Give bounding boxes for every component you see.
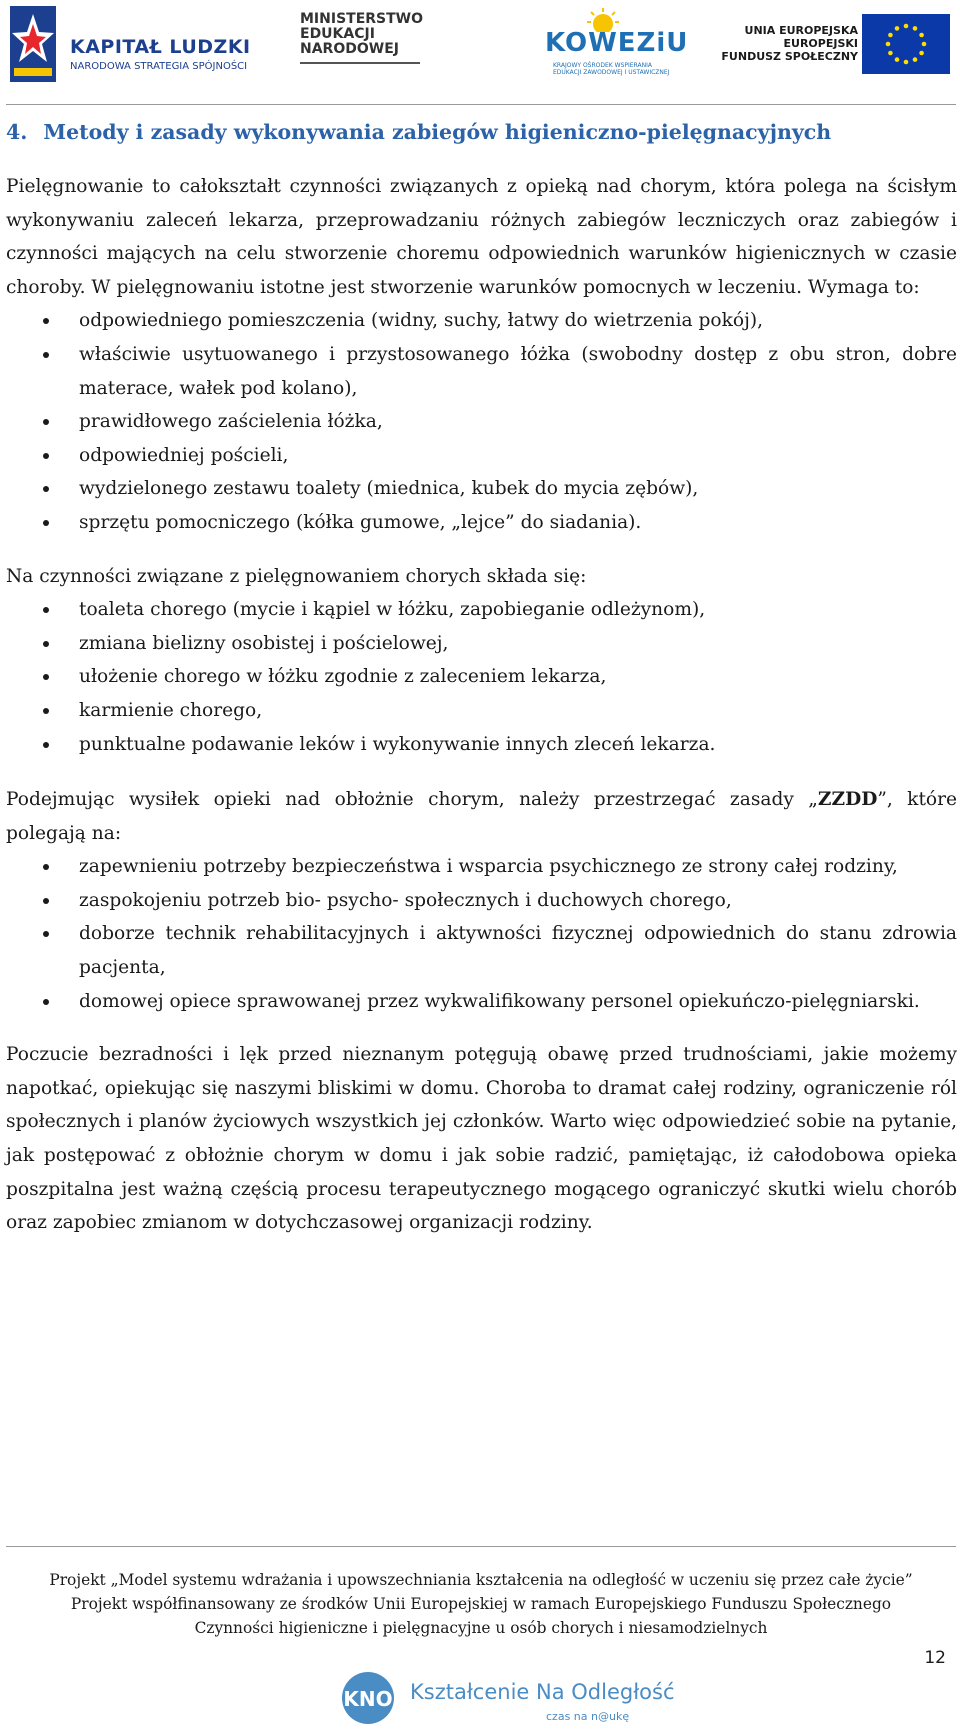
list-item: toaleta chorego (mycie i kąpiel w łóżku, zapobieganie odleżynom), [6,593,957,627]
footer-divider [6,1546,956,1547]
kno-title: Kształcenie Na Odległość [410,1680,675,1704]
zzdd-text-before: Podejmując wysiłek opieki nad obłożnie chorym, należy przestrzegać zasady „ [6,789,818,811]
paragraph-activities: Na czynności związane z pielęgnowaniem chorych składa się: [6,565,587,587]
eu-star-icon [919,33,924,38]
eu-line2: EUROPEJSKI [783,37,858,50]
zzdd-term: ZZDD [817,789,878,811]
koweziu-sub1: KRAJOWY OŚRODEK WSPIERANIA [553,62,652,69]
kapital-ludzki-subtitle: NARODOWA STRATEGIA SPÓJNOŚCI [70,61,248,72]
eu-star-icon [904,60,909,65]
list-item: domowej opiece sprawowanej przez wykwalifikowany personel opiekuńczo-pielęgniarski. [6,985,957,1019]
kapital-ludzki-logo [10,6,260,86]
eu-text [721,24,858,63]
list-item: doborze technik rehabilitacyjnych i aktywności fizycznej odpowiednich do stanu zdrowia pacjenta, [6,917,957,984]
eu-star-icon [913,57,918,62]
paragraph-zzdd [6,783,957,850]
ministerstwo-logo [300,12,470,82]
kapital-ludzki-title: KAPITAŁ LUDZKI [70,36,251,58]
eu-star-icon [895,57,900,62]
list-zzdd [6,850,957,1018]
eu-line3: FUNDUSZ SPOŁECZNY [721,50,858,63]
koweziu-sub2: EDUKACJI ZAWODOWEJ I USTAWICZNEJ [553,69,670,76]
section-title: Metody i zasady wykonywania zabiegów higieniczno-pielęgnacyjnych [43,120,832,144]
koweziu-title: KOWEZiU [545,28,689,58]
list-item: zmiana bielizny osobistej i pościelowej, [6,627,957,661]
eu-star-icon [886,42,891,47]
list-item: właściwie usytuowanego i przystosowanego łóżka (swobodny dostęp z obu stron, dobre materace, wałek pod kolano), [6,338,957,405]
list-item: odpowiedniej pościeli, [6,439,957,473]
kno-subtitle: czas na n@ukę [546,1710,630,1723]
list-item: prawidłowego zaścielenia łóżka, [6,405,957,439]
footer-line2: Projekt współfinansowany ze środków Unii Europejskiej w ramach Europejskiego Funduszu Społecznego [70,1595,892,1613]
eu-star-icon [922,42,927,47]
ministerstwo-divider [300,62,420,64]
list-item: ułożenie chorego w łóżku zgodnie z zaleceniem lekarza, [6,660,957,694]
list-item: wydzielonego zestawu toalety (miednica, kubek do mycia zębów), [6,472,957,506]
list-item: punktualne podawanie leków i wykonywanie innych zleceń lekarza. [6,728,957,762]
footer [6,1568,956,1640]
list-item: odpowiedniego pomieszczenia (widny, suchy, łatwy do wietrzenia pokój), [6,304,957,338]
paragraph-closing: Poczucie bezradności i lęk przed nieznanym potęgują obawę przed trudnościami, jakie możemy napotkać, opiekując się naszymi bliskimi w domu. Choroba to dramat całej rodziny, ograniczenie ról społecznych i planów życiowych wszystkich jej członków. Warto więc odpowiedzieć sobie na pytanie, jak postępować z obłożnie chorym w domu i jak sobie radzić, pamiętając, iż całodobowa opieka poszpitalna jest ważną częścią procesu terapeutycznego mogącego ograniczyć skutki wielu chorób oraz zapobiec zmianom w dotychczasowej organizacji rodziny. [6,1044,957,1234]
section-number: 4. [6,120,28,144]
kno-logo [340,1668,675,1728]
footer-line3: Czynności higieniczne i pielęgnacyjne u osób chorych i niesamodzielnych [194,1619,768,1637]
eu-logo [721,14,954,76]
header-divider [6,104,956,105]
eu-star-icon [895,26,900,31]
eu-star-icon [888,33,893,38]
list-requirements [6,304,957,539]
eu-line1: UNIA EUROPEJSKA [744,24,858,37]
paragraph-intro: Pielęgnowanie to całokształt czynności związanych z opieką nad chorym, która polega na ścisłym wykonywaniu zaleceń lekarza, przeprowadzaniu różnych zabiegów leczniczych oraz zabiegów i czynności mających na celu stworzenie choremu odpowiednich warunków higienicznych w czasie choroby. W pielęgnowaniu istotne jest stworzenie warunków pomocnych w leczeniu. Wymaga to: [6,176,957,298]
kapital-ludzki-star-icon [10,6,56,82]
list-activities [6,593,957,761]
footer-line1: Projekt „Model systemu wdrażania i upowszechniania kształcenia na odległość w uczeniu się przez całe życie” [49,1571,913,1589]
kno-initials: KNO [343,1687,393,1711]
koweziu-logo [545,8,689,88]
list-item: zaspokojeniu potrzeb bio- psycho- społecznych i duchowych chorego, [6,884,957,918]
list-item: zapewnieniu potrzeby bezpieczeństwa i wsparcia psychicznego ze strony całej rodziny, [6,850,957,884]
kno-globe-icon [340,1670,400,1726]
ministerstwo-line1: MINISTERSTWO [300,11,424,27]
eu-star-icon [888,51,893,56]
ministerstwo-line2: EDUKACJI [300,26,375,42]
header-logos [0,0,960,100]
list-item: karmienie chorego, [6,694,957,728]
list-item: sprzętu pomocniczego (kółka gumowe, „lejce” do siadania). [6,506,957,540]
koweziu-subtitle [553,62,669,76]
eu-flag-icon [862,14,950,74]
zzdd-text-after: ”, które polegają na: [6,789,958,844]
eu-star-icon [904,24,909,29]
eu-star-icon [919,51,924,56]
section-heading [6,116,957,148]
page-number: 12 [924,1648,946,1668]
ministerstwo-line3: NARODOWEJ [300,41,399,57]
eu-star-icon [913,26,918,31]
main-content [6,116,957,1240]
